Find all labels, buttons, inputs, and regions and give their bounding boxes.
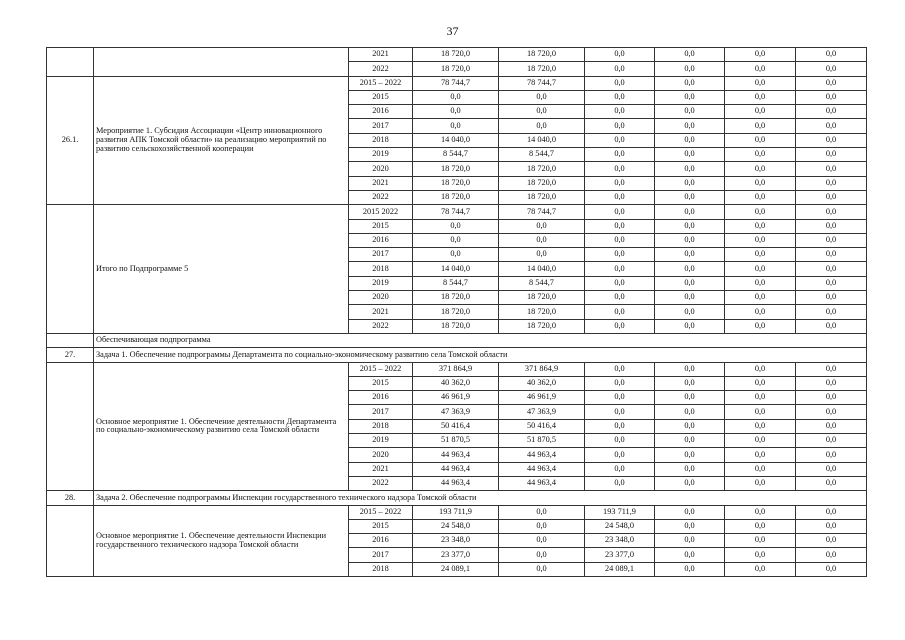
period-cell: 2016 — [349, 105, 413, 119]
value-cell: 0,0 — [796, 434, 867, 448]
value-cell: 0,0 — [499, 90, 585, 104]
period-cell: 2015 – 2022 — [349, 505, 413, 519]
value-cell: 0,0 — [725, 534, 796, 548]
value-cell: 0,0 — [655, 48, 725, 62]
value-cell: 24 548,0 — [413, 519, 499, 533]
period-cell: 2018 — [349, 562, 413, 576]
value-cell: 0,0 — [725, 462, 796, 476]
value-cell: 0,0 — [585, 291, 655, 305]
value-cell: 0,0 — [725, 190, 796, 204]
value-cell: 0,0 — [585, 162, 655, 176]
value-cell: 0,0 — [796, 391, 867, 405]
value-cell: 0,0 — [796, 462, 867, 476]
value-cell: 0,0 — [655, 319, 725, 333]
value-cell: 0,0 — [585, 148, 655, 162]
period-cell: 2015 — [349, 376, 413, 390]
value-cell: 0,0 — [655, 391, 725, 405]
value-cell: 8 544,7 — [413, 276, 499, 290]
value-cell: 0,0 — [796, 548, 867, 562]
measure-label: Итого по Подпрограмме 5 — [94, 205, 349, 334]
period-cell: 2016 — [349, 534, 413, 548]
value-cell: 0,0 — [725, 519, 796, 533]
value-cell: 0,0 — [796, 376, 867, 390]
value-cell: 0,0 — [725, 362, 796, 376]
value-cell: 0,0 — [796, 148, 867, 162]
value-cell: 8 544,7 — [499, 148, 585, 162]
value-cell: 0,0 — [655, 205, 725, 219]
row-index — [47, 333, 94, 347]
value-cell: 0,0 — [796, 105, 867, 119]
value-cell: 0,0 — [499, 248, 585, 262]
value-cell: 0,0 — [585, 448, 655, 462]
value-cell: 0,0 — [655, 148, 725, 162]
value-cell: 18 720,0 — [413, 190, 499, 204]
value-cell: 0,0 — [725, 505, 796, 519]
value-cell: 18 720,0 — [413, 62, 499, 76]
value-cell: 24 548,0 — [585, 519, 655, 533]
value-cell: 0,0 — [585, 248, 655, 262]
value-cell: 18 720,0 — [499, 190, 585, 204]
value-cell: 0,0 — [796, 90, 867, 104]
period-cell: 2018 — [349, 419, 413, 433]
value-cell: 0,0 — [725, 548, 796, 562]
value-cell: 0,0 — [655, 133, 725, 147]
value-cell: 0,0 — [725, 419, 796, 433]
budget-table — [46, 47, 867, 577]
value-cell: 0,0 — [725, 162, 796, 176]
value-cell: 0,0 — [585, 133, 655, 147]
value-cell: 0,0 — [499, 119, 585, 133]
value-cell: 18 720,0 — [499, 176, 585, 190]
value-cell: 0,0 — [725, 262, 796, 276]
value-cell: 0,0 — [725, 562, 796, 576]
value-cell: 78 744,7 — [499, 205, 585, 219]
value-cell: 0,0 — [796, 291, 867, 305]
period-cell: 2020 — [349, 448, 413, 462]
value-cell: 0,0 — [655, 405, 725, 419]
value-cell: 0,0 — [796, 405, 867, 419]
value-cell: 371 864,9 — [413, 362, 499, 376]
value-cell: 0,0 — [655, 276, 725, 290]
value-cell: 0,0 — [655, 562, 725, 576]
value-cell: 0,0 — [655, 476, 725, 490]
value-cell: 0,0 — [413, 233, 499, 247]
value-cell: 18 720,0 — [413, 162, 499, 176]
value-cell: 0,0 — [796, 262, 867, 276]
value-cell: 0,0 — [725, 76, 796, 90]
section-header-row — [47, 333, 867, 347]
value-cell: 0,0 — [585, 190, 655, 204]
value-cell: 14 040,0 — [413, 262, 499, 276]
value-cell: 0,0 — [499, 105, 585, 119]
value-cell: 0,0 — [796, 276, 867, 290]
value-cell: 0,0 — [725, 90, 796, 104]
value-cell: 0,0 — [585, 90, 655, 104]
measure-label: Основное мероприятие 1. Обеспечение деятельности Департамента по социально-экономическому развитию села Томской области — [94, 362, 349, 491]
value-cell: 0,0 — [725, 176, 796, 190]
value-cell: 0,0 — [585, 105, 655, 119]
value-cell: 18 720,0 — [499, 48, 585, 62]
value-cell: 0,0 — [413, 105, 499, 119]
period-cell: 2022 — [349, 190, 413, 204]
value-cell: 0,0 — [499, 219, 585, 233]
value-cell: 0,0 — [585, 376, 655, 390]
value-cell: 23 348,0 — [585, 534, 655, 548]
value-cell: 0,0 — [585, 262, 655, 276]
period-cell: 2021 — [349, 176, 413, 190]
section-header-row — [47, 491, 867, 505]
value-cell: 193 711,9 — [585, 505, 655, 519]
value-cell: 23 377,0 — [413, 548, 499, 562]
value-cell: 0,0 — [725, 233, 796, 247]
value-cell: 0,0 — [655, 419, 725, 433]
period-cell: 2017 — [349, 405, 413, 419]
value-cell: 0,0 — [725, 105, 796, 119]
value-cell: 0,0 — [655, 519, 725, 533]
value-cell: 44 963,4 — [499, 462, 585, 476]
value-cell: 18 720,0 — [499, 319, 585, 333]
value-cell: 8 544,7 — [499, 276, 585, 290]
value-cell: 0,0 — [585, 476, 655, 490]
value-cell: 18 720,0 — [413, 319, 499, 333]
value-cell: 0,0 — [725, 319, 796, 333]
period-cell: 2017 — [349, 119, 413, 133]
period-cell: 2019 — [349, 276, 413, 290]
value-cell: 0,0 — [585, 48, 655, 62]
value-cell: 47 363,9 — [413, 405, 499, 419]
value-cell: 0,0 — [655, 305, 725, 319]
value-cell: 0,0 — [725, 391, 796, 405]
value-cell: 0,0 — [655, 105, 725, 119]
value-cell: 0,0 — [796, 562, 867, 576]
value-cell: 0,0 — [725, 376, 796, 390]
value-cell: 0,0 — [796, 162, 867, 176]
measure-label: Основное мероприятие 1. Обеспечение деятельности Инспекции государственного технического надзора Томской области — [94, 505, 349, 576]
value-cell: 0,0 — [796, 62, 867, 76]
period-cell: 2018 — [349, 133, 413, 147]
period-cell: 2022 — [349, 62, 413, 76]
value-cell: 0,0 — [413, 90, 499, 104]
value-cell: 0,0 — [725, 305, 796, 319]
value-cell: 0,0 — [796, 248, 867, 262]
value-cell: 0,0 — [725, 434, 796, 448]
page-number: 37 — [446, 24, 459, 38]
value-cell: 18 720,0 — [499, 291, 585, 305]
period-cell: 2022 — [349, 319, 413, 333]
value-cell: 0,0 — [655, 233, 725, 247]
period-cell: 2015 – 2022 — [349, 362, 413, 376]
value-cell: 14 040,0 — [413, 133, 499, 147]
value-cell: 0,0 — [499, 233, 585, 247]
section-header-row — [47, 348, 867, 362]
value-cell: 24 089,1 — [585, 562, 655, 576]
value-cell: 0,0 — [655, 548, 725, 562]
period-cell: 2020 — [349, 291, 413, 305]
value-cell: 0,0 — [585, 319, 655, 333]
value-cell: 50 416,4 — [413, 419, 499, 433]
value-cell: 0,0 — [796, 176, 867, 190]
value-cell: 0,0 — [796, 419, 867, 433]
row-index — [47, 205, 94, 334]
value-cell: 0,0 — [413, 219, 499, 233]
value-cell: 0,0 — [725, 119, 796, 133]
value-cell: 0,0 — [413, 119, 499, 133]
period-cell: 2018 — [349, 262, 413, 276]
period-cell: 2016 — [349, 233, 413, 247]
value-cell: 0,0 — [655, 219, 725, 233]
value-cell: 0,0 — [655, 462, 725, 476]
value-cell: 0,0 — [796, 119, 867, 133]
period-cell: 2015 — [349, 219, 413, 233]
value-cell: 0,0 — [655, 90, 725, 104]
row-index — [47, 505, 94, 576]
value-cell: 0,0 — [585, 419, 655, 433]
value-cell: 78 744,7 — [413, 205, 499, 219]
value-cell: 0,0 — [725, 405, 796, 419]
period-cell: 2021 — [349, 305, 413, 319]
value-cell: 0,0 — [655, 62, 725, 76]
value-cell: 0,0 — [655, 262, 725, 276]
value-cell: 0,0 — [585, 462, 655, 476]
value-cell: 8 544,7 — [413, 148, 499, 162]
value-cell: 0,0 — [796, 190, 867, 204]
value-cell: 0,0 — [796, 362, 867, 376]
value-cell: 40 362,0 — [413, 376, 499, 390]
value-cell: 0,0 — [585, 205, 655, 219]
table-row — [47, 505, 867, 519]
value-cell: 0,0 — [796, 505, 867, 519]
value-cell: 14 040,0 — [499, 133, 585, 147]
value-cell: 0,0 — [655, 376, 725, 390]
value-cell: 0,0 — [725, 133, 796, 147]
value-cell: 0,0 — [796, 233, 867, 247]
value-cell: 0,0 — [725, 48, 796, 62]
period-cell: 2021 — [349, 48, 413, 62]
value-cell: 0,0 — [725, 205, 796, 219]
value-cell: 24 089,1 — [413, 562, 499, 576]
value-cell: 0,0 — [796, 205, 867, 219]
value-cell: 0,0 — [796, 305, 867, 319]
value-cell: 0,0 — [655, 162, 725, 176]
value-cell: 46 961,9 — [413, 391, 499, 405]
table-row — [47, 48, 867, 62]
value-cell: 0,0 — [655, 534, 725, 548]
value-cell: 0,0 — [585, 62, 655, 76]
value-cell: 0,0 — [499, 519, 585, 533]
value-cell: 0,0 — [499, 534, 585, 548]
value-cell: 0,0 — [725, 276, 796, 290]
period-cell: 2015 – 2022 — [349, 76, 413, 90]
value-cell: 0,0 — [796, 219, 867, 233]
value-cell: 18 720,0 — [413, 291, 499, 305]
value-cell: 0,0 — [585, 233, 655, 247]
value-cell: 18 720,0 — [413, 305, 499, 319]
value-cell: 0,0 — [725, 448, 796, 462]
value-cell: 18 720,0 — [499, 305, 585, 319]
value-cell: 18 720,0 — [413, 48, 499, 62]
value-cell: 0,0 — [585, 176, 655, 190]
row-index: 28. — [47, 491, 94, 505]
row-index: 27. — [47, 348, 94, 362]
value-cell: 0,0 — [585, 362, 655, 376]
value-cell: 0,0 — [655, 119, 725, 133]
value-cell: 0,0 — [655, 76, 725, 90]
value-cell: 0,0 — [725, 476, 796, 490]
value-cell: 0,0 — [585, 76, 655, 90]
period-cell: 2019 — [349, 434, 413, 448]
table-row — [47, 205, 867, 219]
value-cell: 78 744,7 — [499, 76, 585, 90]
row-index — [47, 48, 94, 77]
period-cell: 2015 2022 — [349, 205, 413, 219]
measure-label — [94, 48, 349, 77]
value-cell: 50 416,4 — [499, 419, 585, 433]
section-title: Задача 1. Обеспечение подпрограммы Департамента по социально-экономическому развитию села Томской области — [94, 348, 867, 362]
value-cell: 0,0 — [725, 62, 796, 76]
value-cell: 46 961,9 — [499, 391, 585, 405]
value-cell: 0,0 — [585, 391, 655, 405]
value-cell: 23 348,0 — [413, 534, 499, 548]
value-cell: 0,0 — [725, 219, 796, 233]
section-title: Обеспечивающая подпрограмма — [94, 333, 867, 347]
value-cell: 0,0 — [725, 248, 796, 262]
value-cell: 0,0 — [585, 305, 655, 319]
period-cell: 2015 — [349, 519, 413, 533]
measure-label: Мероприятие 1. Субсидия Ассоциации «Центр инновационного развития АПК Томской области» на реализацию мероприятий по развитию сельскохозяйственной кооперации — [94, 76, 349, 205]
period-cell: 2016 — [349, 391, 413, 405]
value-cell: 0,0 — [499, 548, 585, 562]
period-cell: 2017 — [349, 248, 413, 262]
value-cell: 371 864,9 — [499, 362, 585, 376]
row-index — [47, 362, 94, 491]
value-cell: 47 363,9 — [499, 405, 585, 419]
value-cell: 193 711,9 — [413, 505, 499, 519]
value-cell: 0,0 — [585, 276, 655, 290]
value-cell: 0,0 — [725, 291, 796, 305]
row-index: 26.1. — [47, 76, 94, 205]
section-title: Задача 2. Обеспечение подпрограммы Инспекции государственного технического надзора Томской области — [94, 491, 867, 505]
value-cell: 51 870,5 — [413, 434, 499, 448]
value-cell: 18 720,0 — [499, 62, 585, 76]
value-cell: 0,0 — [796, 319, 867, 333]
value-cell: 44 963,4 — [413, 476, 499, 490]
value-cell: 0,0 — [796, 76, 867, 90]
value-cell: 44 963,4 — [413, 448, 499, 462]
value-cell: 18 720,0 — [499, 162, 585, 176]
value-cell: 0,0 — [499, 505, 585, 519]
value-cell: 0,0 — [655, 362, 725, 376]
period-cell: 2015 — [349, 90, 413, 104]
value-cell: 0,0 — [796, 476, 867, 490]
period-cell: 2020 — [349, 162, 413, 176]
value-cell: 44 963,4 — [499, 476, 585, 490]
value-cell: 0,0 — [585, 219, 655, 233]
table-row — [47, 362, 867, 376]
value-cell: 40 362,0 — [499, 376, 585, 390]
value-cell: 44 963,4 — [413, 462, 499, 476]
value-cell: 0,0 — [655, 448, 725, 462]
value-cell: 0,0 — [655, 176, 725, 190]
value-cell: 0,0 — [655, 434, 725, 448]
value-cell: 0,0 — [796, 448, 867, 462]
value-cell: 0,0 — [585, 119, 655, 133]
value-cell: 51 870,5 — [499, 434, 585, 448]
value-cell: 0,0 — [655, 248, 725, 262]
value-cell: 0,0 — [585, 434, 655, 448]
value-cell: 0,0 — [796, 133, 867, 147]
value-cell: 14 040,0 — [499, 262, 585, 276]
period-cell: 2022 — [349, 476, 413, 490]
value-cell: 0,0 — [796, 519, 867, 533]
value-cell: 0,0 — [585, 405, 655, 419]
period-cell: 2021 — [349, 462, 413, 476]
value-cell: 0,0 — [796, 48, 867, 62]
value-cell: 0,0 — [655, 190, 725, 204]
value-cell: 0,0 — [499, 562, 585, 576]
value-cell: 78 744,7 — [413, 76, 499, 90]
value-cell: 0,0 — [796, 534, 867, 548]
value-cell: 0,0 — [655, 291, 725, 305]
table-row — [47, 76, 867, 90]
value-cell: 18 720,0 — [413, 176, 499, 190]
value-cell: 0,0 — [413, 248, 499, 262]
period-cell: 2019 — [349, 148, 413, 162]
value-cell: 44 963,4 — [499, 448, 585, 462]
value-cell: 0,0 — [725, 148, 796, 162]
value-cell: 0,0 — [655, 505, 725, 519]
value-cell: 23 377,0 — [585, 548, 655, 562]
period-cell: 2017 — [349, 548, 413, 562]
